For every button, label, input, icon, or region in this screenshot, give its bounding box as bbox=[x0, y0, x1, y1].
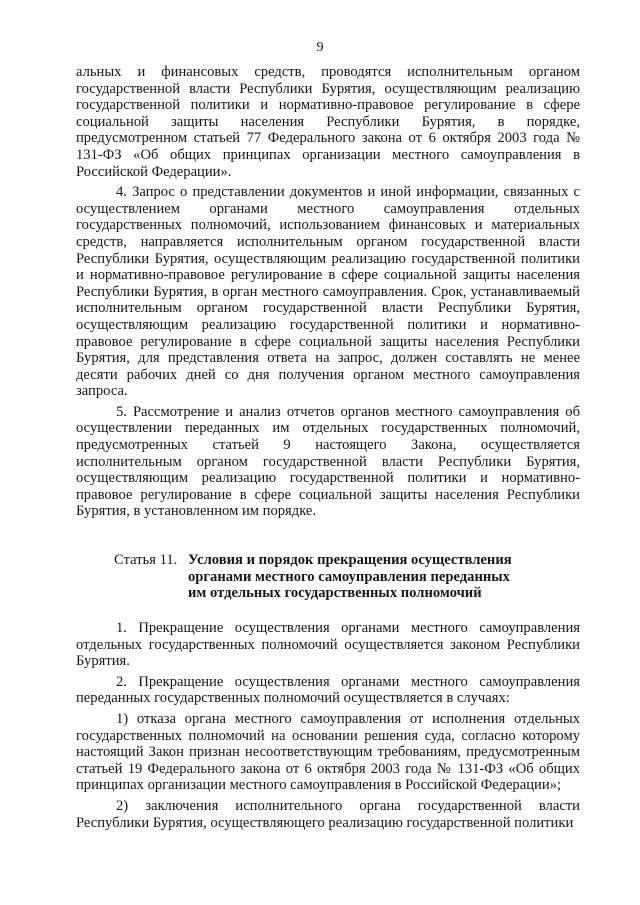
document-body bbox=[76, 64, 580, 831]
article-11-body bbox=[76, 620, 580, 831]
article-heading bbox=[76, 552, 580, 602]
article-title: Условия и порядок прекращения осуществления органами местного самоуправления переданных им отдельных государственных полномочий bbox=[188, 552, 512, 602]
article-11-paragraph-2: 2. Прекращение осуществления органами местного самоуправления переданных государственных полномочий осуществляется в случаях: bbox=[76, 673, 580, 707]
paragraph-4: 4. Запрос о представлении документов и иной информации, связанных с осуществлением органами местного самоуправления отдельных государственных полномочий, использованием финансовых и материальных средств, направляется исполнительным органом государственной власти Республики Бурятия, осуществляющим реализацию государственной политики и нормативно-правовое регулирование в сфере социальной защиты населения Республики Бурятия, в орган местного самоуправления. Срок, устанавливаемый исполнительным органом государственной власти Республики Бурятия, осуществляющим реализацию государственной политики и нормативно-правовое регулирование в сфере социальной защиты населения Республики Бурятия, для представления ответа на запрос, должен составлять не менее десяти рабочих дней со дня получения органом местного самоуправления запроса. bbox=[76, 184, 580, 400]
article-label: Статья 11. bbox=[114, 552, 178, 569]
article-11-item-1: 1) отказа органа местного самоуправления от исполнения отдельных государственных полномочий на основании решения суда, согласно которому настоящий Закон признан несоответствующим требованиям, предусмотренным статьей 19 Федерального закона от 6 октября 2003 года № 131-ФЗ «Об общих принципах организации местного самоуправления в Российской Федерации»; bbox=[76, 711, 580, 794]
continuation-paragraph: альных и финансовых средств, проводятся исполнительным органом государственной власти Республики Бурятия, осуществляющим реализацию государственной политики и нормативно-правовое регулирование в сфере социальной защиты населения Республики Бурятия, в порядке, предусмотренном статьей 77 Федерального закона от 6 октября 2003 года № 131-ФЗ «Об общих принципах организации местного самоуправления в Российской Федерации». bbox=[76, 64, 580, 180]
article-11-item-2: 2) заключения исполнительного органа государственной власти Республики Бурятия, осуществляющего реализацию государственной политики bbox=[76, 797, 580, 831]
page-number: 9 bbox=[316, 40, 324, 55]
paragraph-5: 5. Рассмотрение и анализ отчетов органов местного самоуправления об осуществлении переданных им отдельных государственных полномочий, предусмотренных статьей 9 настоящего Закона, осуществляется исполнительным органом государственной власти Республики Бурятия, осуществляющим реализацию государственной политики и нормативно-правовое регулирование в сфере социальной защиты населения Республики Бурятия, в установленном им порядке. bbox=[76, 403, 580, 520]
article-11-paragraph-1: 1. Прекращение осуществления органами местного самоуправления отдельных государственных полномочий осуществляется законом Республики Бурятия. bbox=[76, 620, 580, 670]
